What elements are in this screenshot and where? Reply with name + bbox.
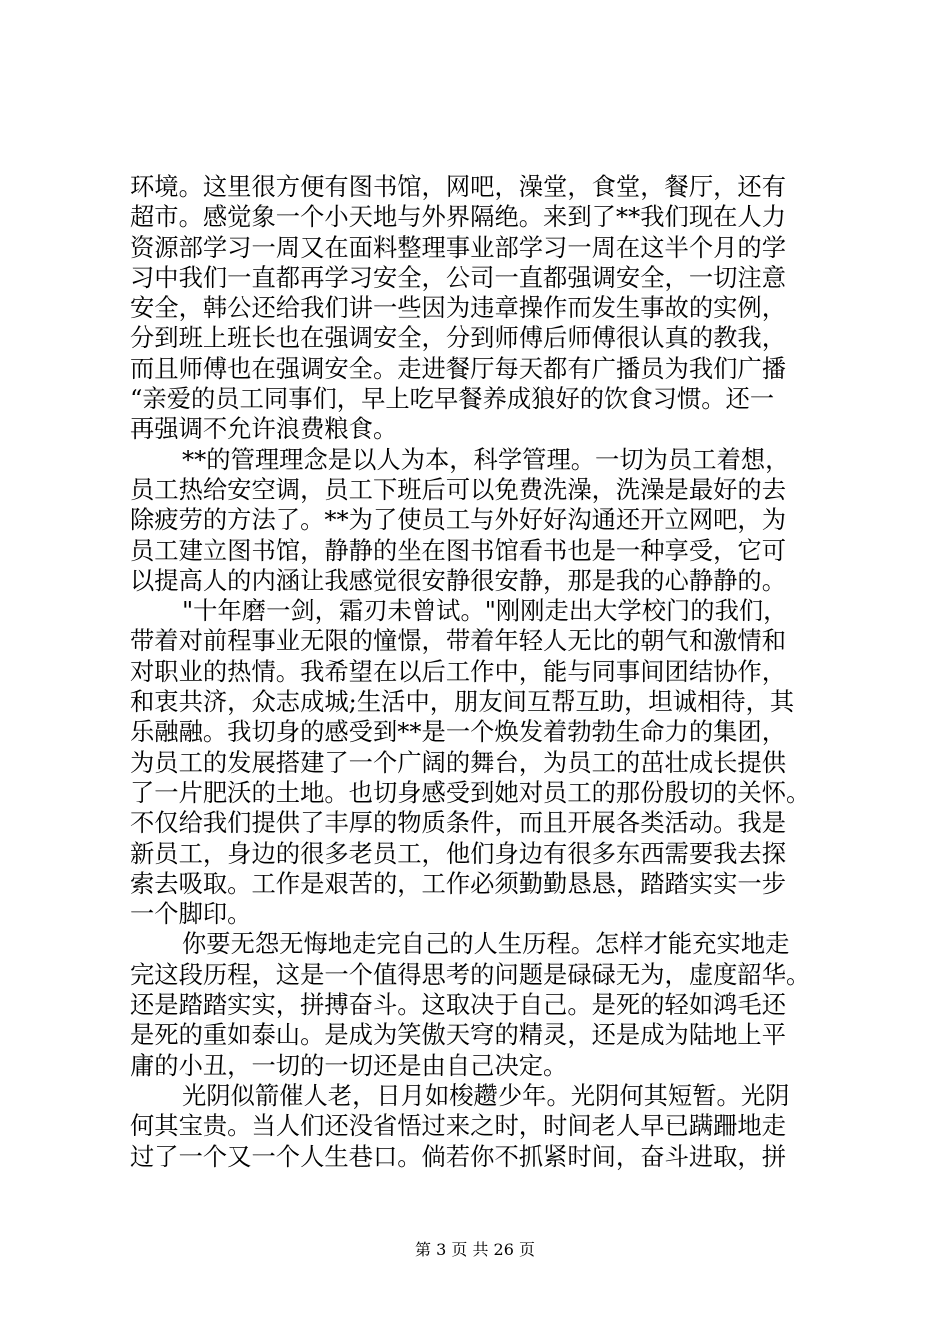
- text-line: 习中我们一直都再学习安全，公司一直都强调安全，一切注意: [130, 262, 787, 292]
- text-line: 除疲劳的方法了。**为了使员工与外好好沟通还开立网吧，为: [130, 505, 787, 535]
- text-line: 环境。这里很方便有图书馆，网吧，澡堂，食堂，餐厅，还有: [130, 172, 787, 201]
- text-line: 完这段历程，这是一个值得思考的问题是碌碌无为，虚度韶华。: [130, 959, 811, 989]
- text-line: 不仅给我们提供了丰厚的物质条件，而且开展各类活动。我是: [130, 808, 787, 838]
- text-line: 员工热给安空调，员工下班后可以免费洗澡，洗澡是最好的去: [130, 474, 787, 504]
- text-line: "十年磨一剑，霜刃未曾试。"刚刚走出大学校门的我们，: [182, 596, 788, 626]
- text-line: 是死的重如泰山。是成为笑傲天穹的精灵，还是成为陆地上平: [130, 1020, 787, 1050]
- text-line: 而且师傅也在强调安全。走进餐厅每天都有广播员为我们广播: [130, 353, 787, 383]
- body-text: [130, 172, 830, 1172]
- text-line: 超市。感觉象一个小天地与外界隔绝。来到了**我们现在人力: [130, 202, 787, 232]
- text-line: 带着对前程事业无限的憧憬，带着年轻人无比的朝气和激情和: [130, 626, 787, 656]
- text-line: 还是踏踏实实，拼搏奋斗。这取决于自己。是死的轻如鸿毛还: [130, 990, 787, 1020]
- text-line: 光阴似箭催人老，日月如梭趱少年。光阴何其短暂。光阴: [182, 1080, 790, 1110]
- text-line: 了一片肥沃的土地。也切身感受到她对员工的那份殷切的关怀。: [130, 777, 811, 807]
- text-line: **的管理理念是以人为本，科学管理。一切为员工着想，: [182, 444, 790, 474]
- text-line: 一个脚印。: [130, 899, 252, 929]
- text-line: 对职业的热情。我希望在以后工作中，能与同事间团结协作，: [130, 656, 787, 686]
- page-footer: 第 3 页 共 26 页: [415, 1240, 535, 1259]
- text-line: 安全，韩公还给我们讲一些因为违章操作而发生事故的实例，: [130, 293, 787, 323]
- text-line: 新员工，身边的很多老员工，他们身边有很多东西需要我去探: [130, 838, 787, 868]
- text-line: 过了一个又一个人生巷口。倘若你不抓紧时间，奋斗进取，拼: [130, 1141, 787, 1171]
- text-line: 再强调不允许浪费粮食。: [130, 414, 398, 444]
- text-line: 员工建立图书馆，静静的坐在图书馆看书也是一种享受，它可: [130, 535, 787, 565]
- text-line: 和衷共济，众志成城;生活中，朋友间互帮互助，坦诚相待，其: [130, 687, 795, 717]
- text-line: 乐融融。我切身的感受到**是一个焕发着勃勃生命力的集团，: [130, 717, 787, 747]
- text-line: 分到班上班长也在强调安全，分到师傅后师傅很认真的教我，: [130, 323, 787, 353]
- text-line: 你要无怨无悔地走完自己的人生历程。怎样才能充实地走: [182, 929, 790, 959]
- text-line: 以提高人的内涵让我感觉很安静很安静，那是我的心静静的。: [130, 565, 787, 595]
- text-line: 庸的小丑，一切的一切还是由自己决定。: [130, 1050, 568, 1080]
- text-line: 何其宝贵。当人们还没省悟过来之时，时间老人早已蹒跚地走: [130, 1111, 787, 1141]
- text-line: 为员工的发展搭建了一个广阔的舞台，为员工的茁壮成长提供: [130, 747, 787, 777]
- text-line: “亲爱的员工同事们，早上吃早餐养成狼好的饮食习惯。还一: [130, 384, 775, 414]
- text-line: 资源部学习一周又在面料整理事业部学习一周在这半个月的学: [130, 232, 787, 262]
- text-line: 索去吸取。工作是艰苦的，工作必须勤勤恳恳，踏踏实实一步: [130, 868, 787, 898]
